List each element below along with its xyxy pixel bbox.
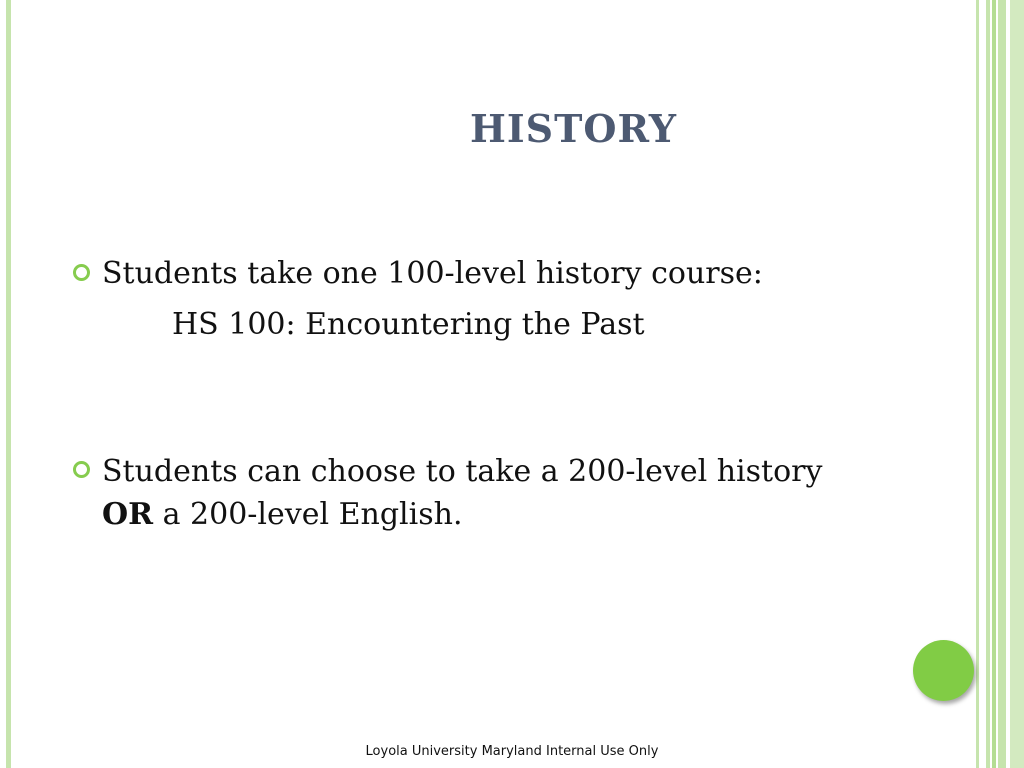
bullet-2-rest: a 200-level English.: [153, 497, 463, 532]
right-border-stripes: [976, 0, 1024, 768]
bullet-1-course: HS 100: Encountering the Past: [172, 307, 645, 342]
green-circle-decoration: [913, 640, 974, 701]
or-emphasis: OR: [102, 497, 154, 532]
bullet-1-text: Students take one 100-level history course:: [102, 256, 763, 291]
bullet-2-text: Students can choose to take a 200-level history: [102, 454, 823, 489]
bullet-icon: [73, 264, 90, 281]
left-border-stripe: [6, 0, 11, 768]
slide-title: HISTORY: [470, 106, 678, 151]
bullet-icon: [73, 461, 90, 478]
footer-text: Loyola University Maryland Internal Use Only: [365, 744, 659, 759]
bullet-2-text-continued: [102, 497, 462, 533]
